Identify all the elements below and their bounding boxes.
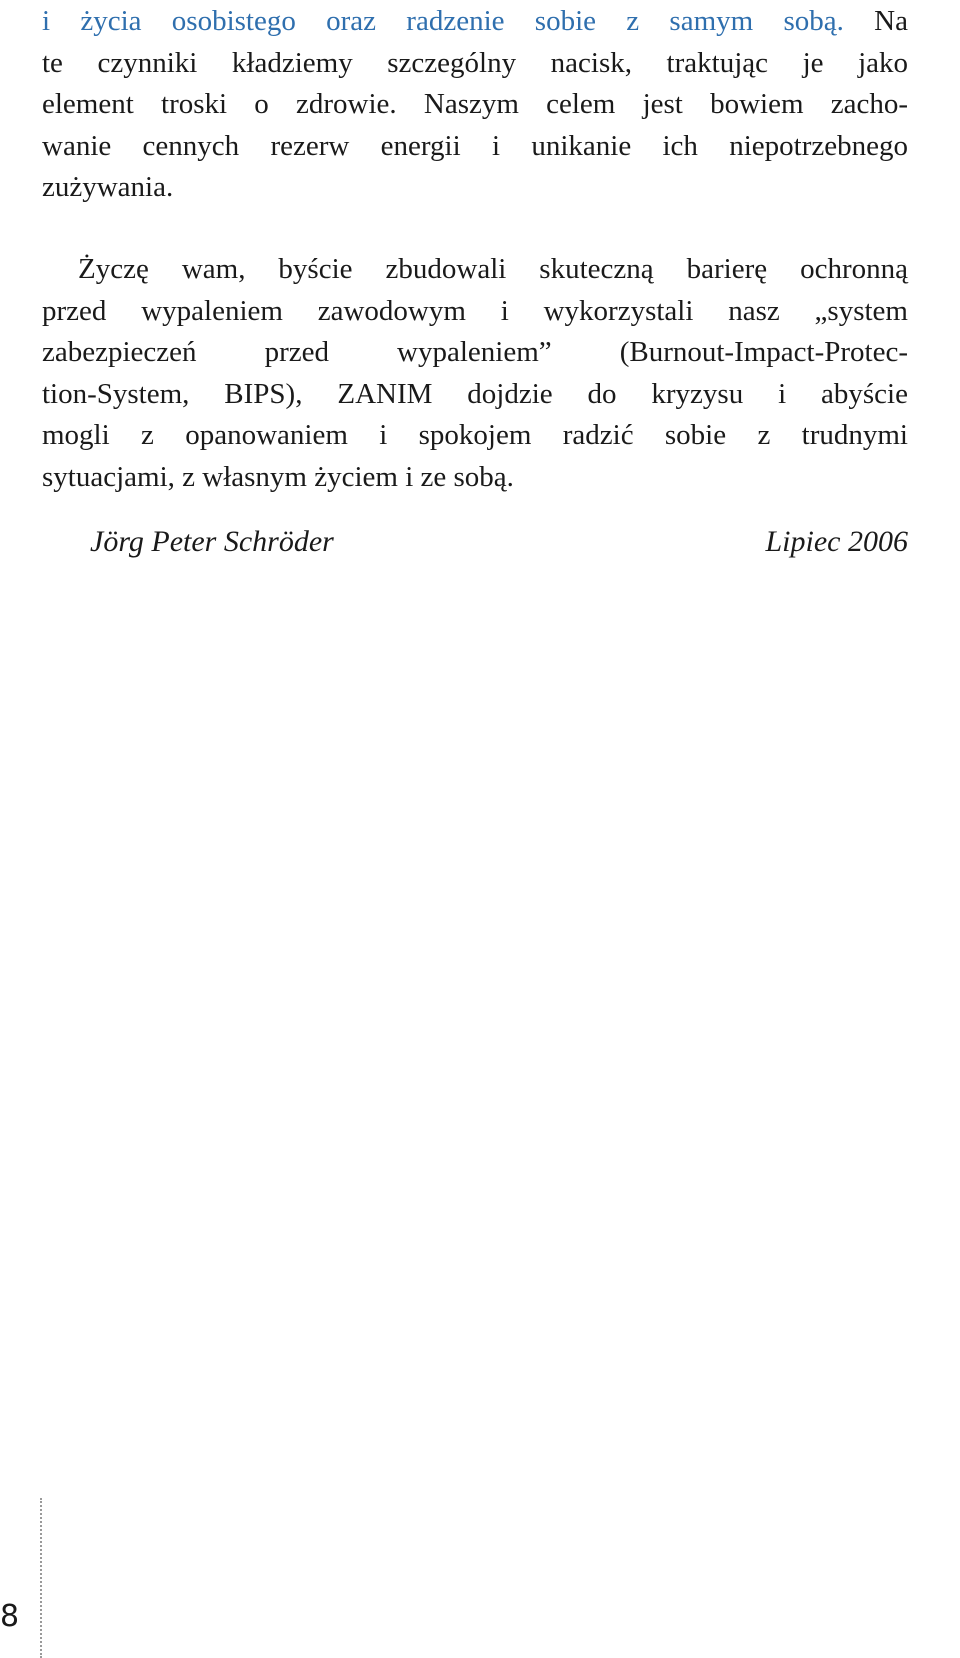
text-line: te czynniki kładziemy szczególny nacisk, traktując je jako bbox=[42, 46, 908, 79]
text-line: przed wypaleniem zawodowym i wykorzystali nasz „system bbox=[42, 294, 908, 327]
paragraph-continuation bbox=[42, 1, 908, 209]
signature-line bbox=[90, 520, 908, 564]
text-line: element troski o zdrowie. Naszym celem jest bowiem zacho- bbox=[42, 88, 908, 120]
paragraph-wishes bbox=[42, 249, 908, 498]
text-line bbox=[42, 1, 908, 43]
highlighted-text: i życia osobistego oraz radzenie sobie z samym sobą. bbox=[42, 5, 844, 37]
text-line: tion-System, BIPS), ZANIM dojdzie do kryzysu i abyście bbox=[42, 377, 908, 410]
text-line: wanie cennych rezerw energii i unikanie ich niepotrzebnego bbox=[42, 129, 908, 162]
text-line: sytuacjami, z własnym życiem i ze sobą. bbox=[42, 460, 514, 493]
page-number: 8 bbox=[0, 1599, 20, 1634]
text-line: zabezpieczeń przed wypaleniem” (Burnout-Impact-Protec- bbox=[42, 336, 908, 368]
text-line: Życzę wam, byście zbudowali skuteczną barierę ochronną bbox=[78, 253, 908, 285]
text-line: zużywania. bbox=[42, 171, 174, 203]
text-line: mogli z opanowaniem i spokojem radzić sobie z trudnymi bbox=[42, 419, 908, 451]
author-name: Jörg Peter Schröder bbox=[90, 525, 334, 558]
page-margin-divider bbox=[40, 1498, 42, 1658]
text-span: Na bbox=[843, 5, 908, 37]
signature-date: Lipiec 2006 bbox=[765, 525, 908, 558]
